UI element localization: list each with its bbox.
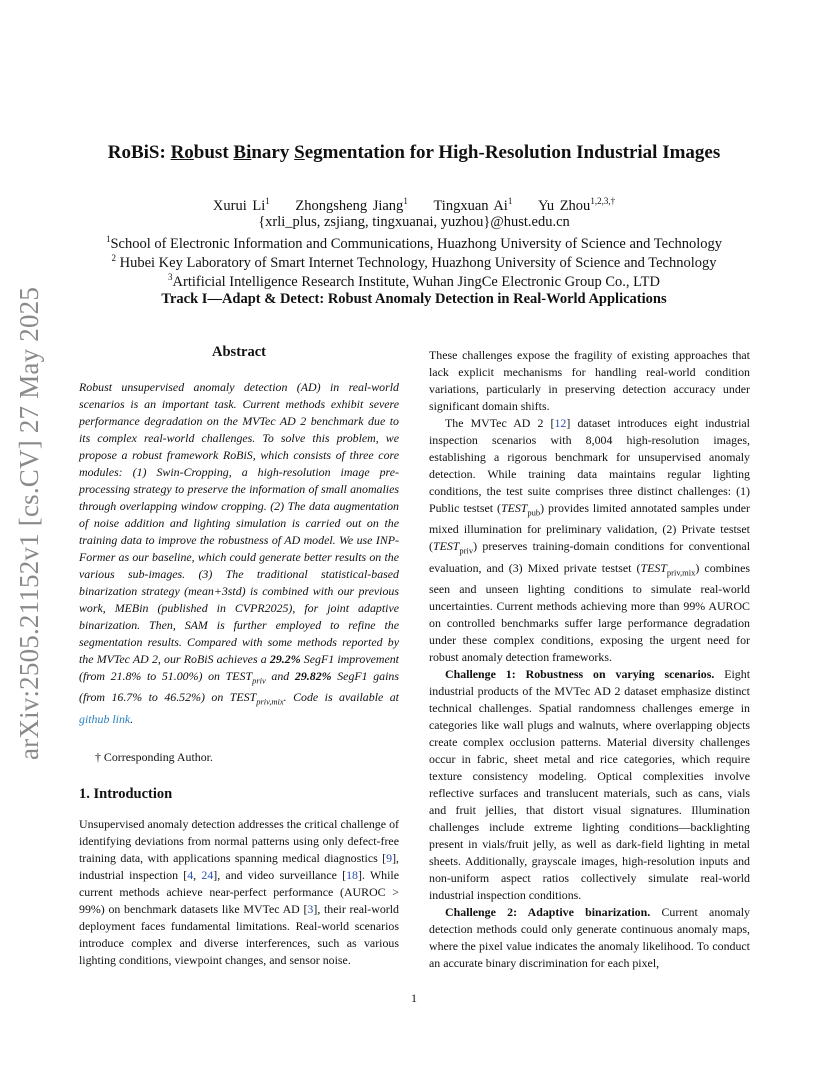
citation-link[interactable]: 9 xyxy=(386,850,393,865)
corresponding-author-footnote: † Corresponding Author. xyxy=(95,749,213,764)
author: Tingxuan Ai$^1$ xyxy=(433,196,513,214)
arxiv-identifier: arXiv:2505.21152v1 [cs.CV] 27 May 2025 xyxy=(14,286,44,760)
page-number: 1 xyxy=(411,991,417,1005)
citation-link[interactable]: 3 xyxy=(307,901,314,916)
abstract-heading: Abstract xyxy=(212,344,266,360)
citation-link[interactable]: 18 xyxy=(346,867,358,882)
challenge-2-paragraph: Challenge 2: Adaptive binarization. Current anomaly detection methods could only generate continuous anomaly maps, where the pixel value indicates the anomaly likelihood. To conduct an accurate binary discrimination for each pixel, xyxy=(429,905,750,971)
challenge-2-heading: Challenge 2: Adaptive binarization. xyxy=(445,905,651,920)
right-column xyxy=(429,347,750,972)
challenge-1-paragraph: Challenge 1: Robustness on varying scenarios. Eight industrial products of the MVTec AD 2 dataset emphasize distinct technical challenges. Spatial randomness challenges emerge in categories like wall plugs and walnuts, where overlapping objects create complex occlusion patterns. Material diversity challenges occur in fabric, sheet metal and rice categories, which require texture consistency modeling. Optical complexities involve reflective surfaces and translucent materials, such as cans, vials and fruit jellies, that distort visual signatures. Illumination challenges include extreme lighting conditions—backlighting present in vials/fruit jelly, as well as dark-field lighting in metal sheets. Additionally, grayscale images, high-resolution inputs and non-uniform aspect ratios collectively simulate real-world industrial inspection conditions. xyxy=(429,667,751,903)
intro-paragraph: Unsupervised anomaly detection addresses the critical challenge of identifying deviations from normal patterns using only defect-free training data, with applications spanning medical diagnostics [9], industrial inspection [4, 24], and video surveillance [18]. While current methods achieve near-perfect performance (AUROC > 99%) on benchmark datasets like MVTec AD [3], their real-world deployment faces fundamental limitations. Real-world scenarios introduce complex and diverse interferences, such as various lighting conditions, viewpoint changes, and sensor noise. xyxy=(79,816,400,967)
citation-link[interactable]: 24 xyxy=(201,867,214,882)
section-heading-introduction: 1. Introduction xyxy=(79,785,173,802)
paper-title: RoBiS: Robust Binary Segmentation for High-Resolution Industrial Images xyxy=(107,142,721,163)
github-link[interactable]: github link xyxy=(79,711,131,726)
author-list xyxy=(0,196,828,215)
author: Zhongsheng Jiang$^1$ xyxy=(295,196,408,214)
abstract-body: Robust unsupervised anomaly detection (AD) in real-world scenarios is an important task. Current methods exhibit severe performance degradation on the MVTec AD 2 benchmark due to its complex real-world challenges. To solve this problem, we propose a robust framework RoBiS, which consists of three core modules: (1) Swin-Cropping, a high-resolution image pre-processing strategy to preserve the information of small anomalies through overlapping window cropping. (2) The data augmentation of noise addition and lighting simulation is carried out on the training data to improve the robustness of AD model. We use INP-Former as our baseline, which could generate better results on the various sub-images. (3) The traditional statistical-based binarization strategy (mean+3std) is combined with our previous work, MEBin (published in CVPR2025), for joint adaptive binarization. Then, SAM is further employed to refine the segmentation results. Compared with some methods reported by the MVTec AD 2, our RoBiS achieves a 29.2% SegF1 improvement (from 21.8% to 51.00%) on $TEST_{priv}$ and 29.82% SegF1 gains (from 16.7% to 46.52%) on $TEST_{priv,mix}$. Code is available at github link. xyxy=(79,380,399,726)
dataset-paragraph: The MVTec AD 2 [12] dataset introduces eight industrial inspection scenarios with 8,004 high-resolution images, establishing a rigorous benchmark for unsupervised anomaly detection. While training data maintains regular lighting conditions, the test suite comprises three distinct challenges: (1) Public testset $(TEST_{pub})$ provides limited annotated samples under mixed illumination for preliminary validation, (2) Private testset $(TEST_{priv})$ preserves training-domain conditions for conventional evaluation, and (3) Mixed private testset $(TEST_{priv,mix})$ combines seen and unseen lighting conditions to simulate real-world uncertainties. Current methods achieving more than 99% AUROC on controlled benchmarks suffer large performance degradation under these complex conditions, exposing the urgent need for robust anomaly detection frameworks. xyxy=(429,416,751,665)
workshop-track: Track I—Adapt & Detect: Robust Anomaly Detection in Real-World Applications xyxy=(161,291,667,307)
challenge-1-heading: Challenge 1: Robustness on varying scenarios. xyxy=(445,667,715,682)
affiliation-3: $^3$Artificial Intelligence Research Institute, Wuhan JingCe Electronic Group Co., LTD xyxy=(168,272,660,290)
affiliation-2: $^2$ Hubei Key Laboratory of Smart Internet Technology, Huazhong University of Science and Technology xyxy=(111,253,717,271)
citation-link[interactable]: 12 xyxy=(554,416,567,430)
citation-link[interactable]: 4 xyxy=(187,867,194,882)
author-emails: {xrli_plus, zsjiang, tingxuanai, yuzhou}@hust.edu.cn xyxy=(258,214,570,230)
author: Yu Zhou$^{1,2,3,\dagger}$ xyxy=(537,196,616,214)
author: Xurui Li$^1$ xyxy=(212,196,270,214)
left-column xyxy=(79,344,399,969)
paragraph-continued: These challenges expose the fragility of existing approaches that lack explicit mechanisms for handling real-world condition variations, particularly in preserving detection accuracy under significant domain shifts. xyxy=(429,348,750,413)
affiliation-1: $^1$School of Electronic Information and Communications, Huazhong University of Science and Technology xyxy=(105,234,723,252)
